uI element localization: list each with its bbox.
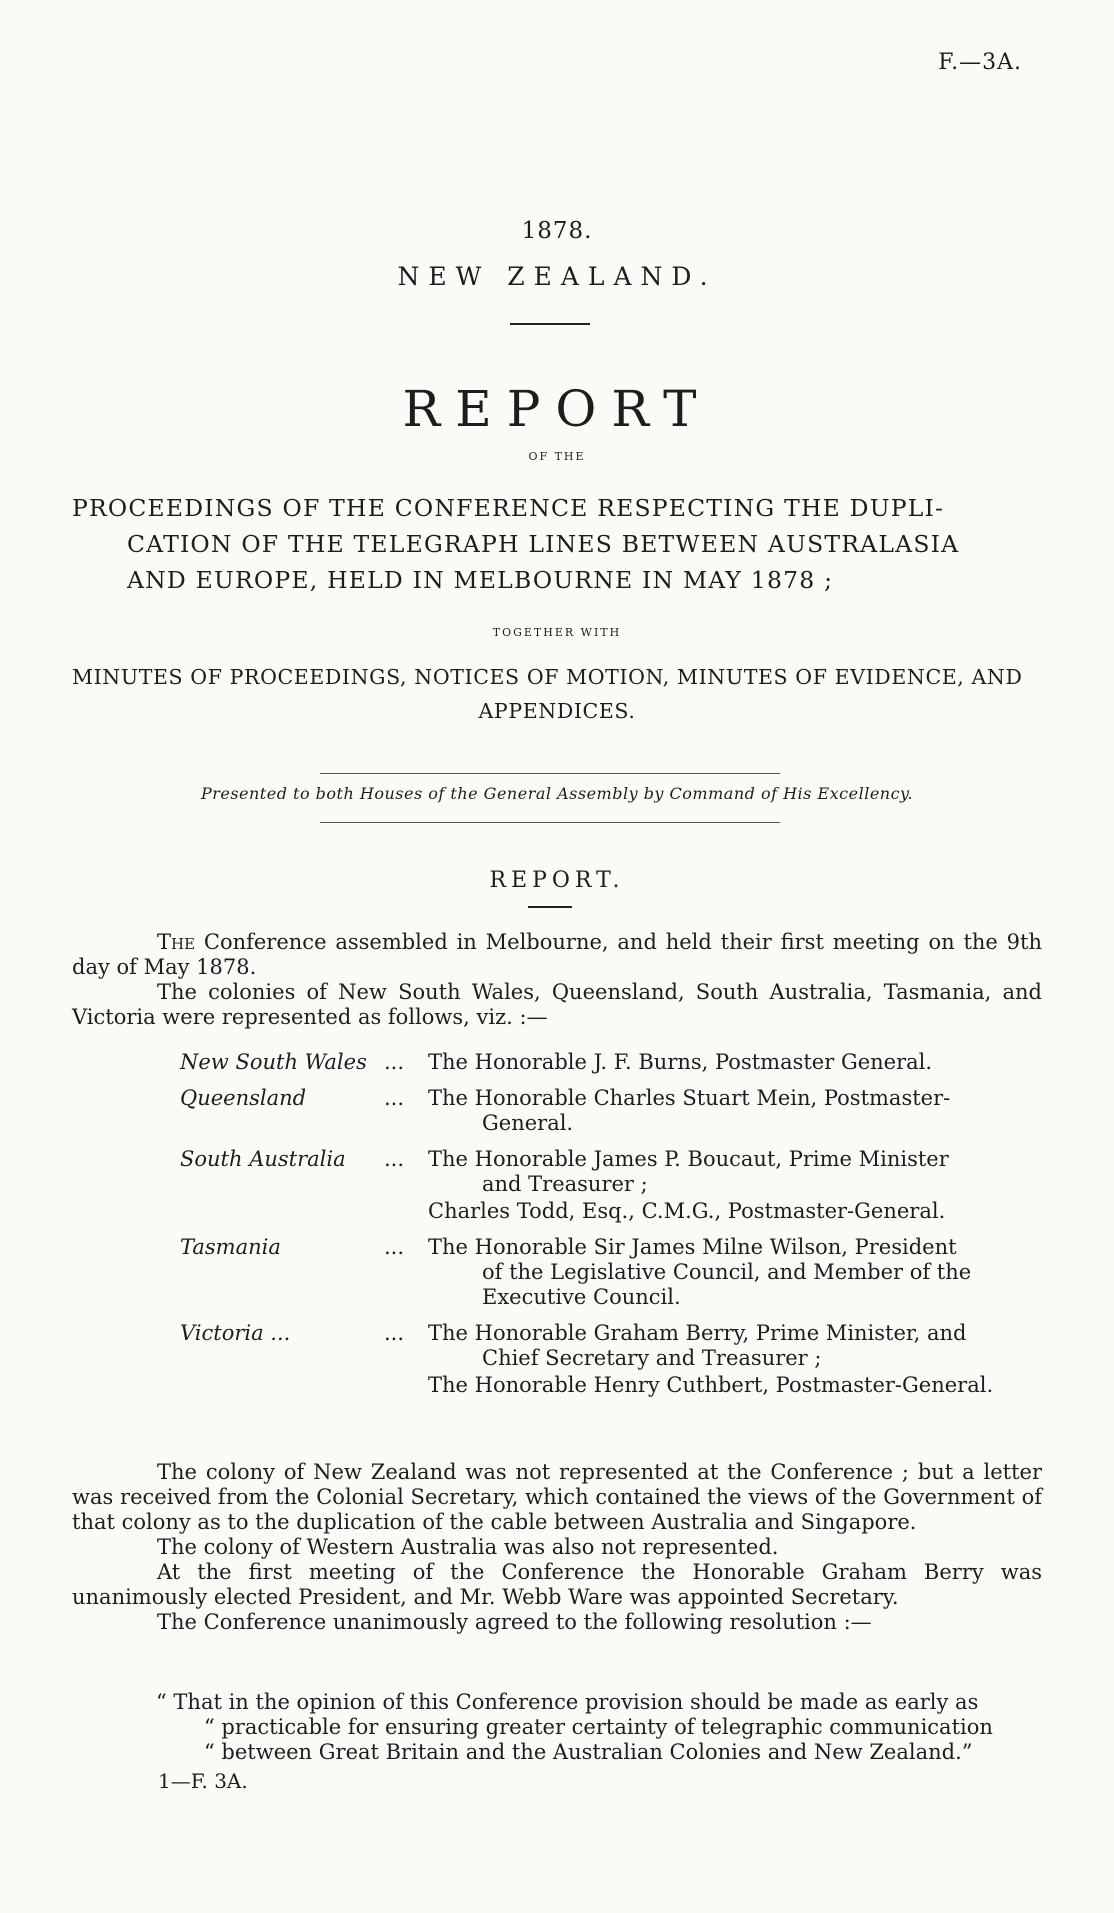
of-the-label: OF THE: [528, 450, 586, 463]
representative-desc: [428, 1050, 1040, 1075]
first-meeting-paragraph: At the first meeting of the Conference the Honorable Graham Berry was unanimously elected President, and Mr. Webb Ware was appointed Secretary.: [72, 1560, 1042, 1609]
representative-line: The Honorable Graham Berry, Prime Minister, and: [428, 1321, 967, 1345]
representative-line: The Honorable Sir James Milne Wilson, President: [428, 1235, 957, 1259]
representative-continuation: General.: [482, 1111, 574, 1135]
representative-entry: [180, 1321, 1040, 1398]
leader-dots: ...: [384, 1321, 405, 1345]
minutes-line: APPENDICES.: [478, 699, 636, 723]
leader-dots: ...: [384, 1050, 405, 1074]
together-with-label: TOGETHER WITH: [492, 626, 622, 639]
leader-dots: ...: [384, 1147, 405, 1171]
presented-top-rule: [320, 773, 780, 774]
minutes-subtitle: [72, 660, 1042, 728]
colonies-paragraph: The colonies of New South Wales, Queensland, South Australia, Tasmania, and Victoria were represented as follows, viz. :—: [72, 980, 1042, 1029]
representative-additional: The Honorable Henry Cuthbert, Postmaster-General.: [428, 1373, 994, 1397]
representative-desc: [428, 1321, 1040, 1398]
colony-name: New South Wales: [180, 1050, 367, 1074]
document-year: 1878.: [521, 218, 593, 244]
representative-desc: [428, 1235, 1040, 1310]
intro-first-word: The: [157, 930, 196, 954]
subheading-divider: [528, 906, 572, 908]
representative-continuation: Chief Secretary and Treasurer ;: [482, 1346, 822, 1370]
minutes-line: MINUTES OF PROCEEDINGS, NOTICES OF MOTION, MINUTES OF EVIDENCE, AND: [72, 665, 1023, 689]
representative-entry: [180, 1235, 1040, 1310]
sheet-reference: 1—F. 3A.: [158, 1769, 248, 1793]
representative-continuation: and Treasurer ;: [482, 1172, 648, 1196]
report-intro: [72, 930, 1042, 1030]
colony-name: Victoria ...: [180, 1321, 291, 1345]
leader-dots: ...: [384, 1086, 405, 1110]
colony-name: Queensland: [180, 1086, 307, 1110]
title-divider: [510, 323, 590, 325]
representative-entry: [180, 1147, 1040, 1224]
quote-line: “ practicable for ensuring greater certainty of telegraphic communication: [204, 1715, 993, 1739]
representative-desc: [428, 1147, 1040, 1224]
representative-entry: [180, 1086, 1040, 1136]
presented-bottom-rule: [320, 822, 780, 823]
wa-paragraph: The colony of Western Australia was also not represented.: [157, 1535, 779, 1559]
quote-line: “ That in the opinion of this Conference provision should be made as early as: [156, 1690, 979, 1714]
colony-name: Tasmania: [180, 1235, 281, 1259]
leader-dots: ...: [384, 1235, 405, 1259]
representative-line: The Honorable Charles Stuart Mein, Postmaster-: [428, 1086, 951, 1110]
representative-line: The Honorable J. F. Burns, Postmaster General.: [428, 1050, 933, 1074]
intro-rest: Conference assembled in Melbourne, and held their first meeting on the 9th day of May 1878.: [72, 930, 1042, 979]
representative-entry: [180, 1050, 1040, 1075]
nz-paragraph: The colony of New Zealand was not represented at the Conference ; but a letter was received from the Colonial Secretary, which contained the views of the Government of that colony as to the duplication of the cable between Australia and Singapore.: [72, 1460, 1042, 1534]
country-heading: NEW ZEALAND.: [397, 262, 717, 291]
representatives-list: [180, 1050, 1040, 1409]
report-body: [72, 1460, 1042, 1635]
proceedings-line: CATION OF THE TELEGRAPH LINES BETWEEN AUSTRALASIA: [127, 530, 960, 558]
quote-line: “ between Great Britain and the Australian Colonies and New Zealand.”: [204, 1740, 973, 1764]
representative-line: The Honorable James P. Boucaut, Prime Minister: [428, 1147, 949, 1171]
proceedings-line: AND EUROPE, HELD IN MELBOURNE IN MAY 1878 ;: [127, 566, 834, 594]
presented-note: Presented to both Houses of the General Assembly by Command of His Excellency.: [200, 784, 914, 803]
colony-name: South Australia: [180, 1147, 346, 1171]
report-title: REPORT: [402, 380, 712, 438]
resolution-paragraph: The Conference unanimously agreed to the following resolution :—: [157, 1610, 872, 1634]
report-subheading: REPORT.: [489, 868, 625, 893]
representative-additional: Charles Todd, Esq., C.M.G., Postmaster-General.: [428, 1199, 946, 1223]
proceedings-line: PROCEEDINGS OF THE CONFERENCE RESPECTING THE DUPLI-: [72, 494, 945, 522]
representative-continuation: of the Legislative Council, and Member of the Executive Council.: [482, 1260, 972, 1309]
page-reference: F.—3A.: [938, 50, 1022, 75]
proceedings-title: [72, 490, 1042, 598]
representative-desc: [428, 1086, 1040, 1136]
resolution-quote: [156, 1690, 1036, 1765]
intro-paragraph: [72, 930, 1042, 980]
